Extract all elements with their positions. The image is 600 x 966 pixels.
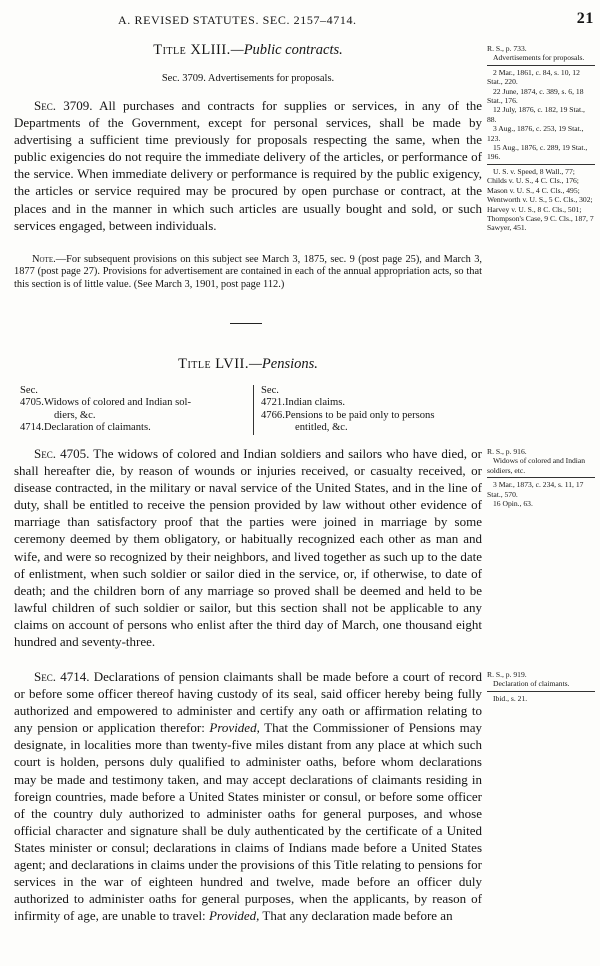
sidenote-line: 12 July, 1876, c. 182, 19 Stat., 88. bbox=[487, 105, 585, 124]
section-3709 bbox=[14, 97, 482, 234]
title-xliii-heading bbox=[14, 42, 482, 59]
sidenote-line: Declaration of claimants. bbox=[493, 679, 570, 689]
contents-entry bbox=[261, 397, 486, 409]
section-4714-text: That the Commissioner of Pensions may designate, in localities more than twenty-five miles distant from any place at which such court is holden, persons duly qualified to administer oaths, before whom declarations may be made and testimony taken, and may accept declarations of claimants residing in foreign countries, made before a United States minister or consul, or before some officer of the country duly authorized to administer oaths for general purposes, and whose official character and signature shall be duly authenticated by the certificate of a United States minister or consul; declarations in claims of Indians made before a United States agent; and declarations in claims under the provisions of this Title relating to pensions for services in the war of eighteen hundred and twelve, made before an officer duly authorized to administer oaths for general purposes, when the applicants, by reason of infirmity of age, are unable to travel: bbox=[14, 720, 482, 924]
section-3709-text: All purchases and contracts for supplies or services, in any of the Departments of the Government, except for personal services, shall be made by advertising a sufficient time previously for proposals respecting the same, when the public exigencies do not require the immediate delivery of the articles, or performance of the service. When immediate delivery or performance is required by the public exigency, the articles or service required may be procured by open purchase or contract, at the places and in the manner in which such articles are usually bought and sold, or such services engaged, between individuals. bbox=[14, 98, 482, 233]
sidenote-line: 2 Mar., 1861, c. 84, s. 10, 12 Stat., 220. bbox=[487, 67, 580, 87]
sidenote-line: R. S., p. 919. bbox=[487, 670, 527, 679]
sidenote-line: 22 June, 1874, c. 389, s. 6, 18 Stat., 176. bbox=[487, 86, 584, 106]
contents-sec-heading: Sec. bbox=[20, 385, 38, 396]
section-4705-label: Sec. 4705. bbox=[34, 446, 90, 461]
section-4714 bbox=[14, 668, 482, 924]
sidenote-line: U. S. v. Speed, 8 Wall., 77; Childs v. U. S., 4 C. Cls., 176; Mason v. U. S., 4 C. Cls., 495; Wentworth v. U. S., 5 C. Cls., 302; Harvey v. U. S., 8 C. Cls., 501; Thompson's Case, 9 C. Cls., 187, 7 Sawyer, 451. bbox=[487, 166, 594, 233]
note-label: Note. bbox=[32, 254, 56, 265]
title-xliii-section-list: Sec. 3709. Advertisements for proposals. bbox=[161, 73, 335, 84]
section-4714-label: Sec. 4714. bbox=[34, 669, 90, 684]
note-text: —For subsequent provisions on this subject see March 3, 1875, sec. 9 (post page 25), and March 3, 1877 (post page 27). Provisions for advertisement are contained in each of the annual appropriation acts, so that this section is of little value. (See March 3, 1901, post page 112.) bbox=[14, 254, 482, 290]
sidenote-line: Ibid., s. 21. bbox=[493, 693, 528, 703]
provided-clause: Provided, bbox=[209, 720, 260, 736]
sidenote-line: 15 Aug., 1876, c. 289, 19 Stat., 196. bbox=[487, 143, 588, 162]
note-3709 bbox=[14, 254, 482, 291]
provided-clause: Provided, bbox=[208, 908, 260, 924]
section-3709-label: Sec. 3709. bbox=[34, 98, 93, 113]
title-lvii-heading bbox=[14, 356, 482, 373]
title-xliii-label: Title XLIII. bbox=[153, 42, 231, 58]
sidenotes-4705 bbox=[487, 447, 595, 508]
contents-entry-continuation: diers, &c. bbox=[54, 409, 96, 421]
contents-entry bbox=[261, 410, 486, 422]
contents-column-divider bbox=[253, 385, 254, 435]
contents-entry-number: 4705. bbox=[20, 397, 44, 409]
sidenote-line: 3 Aug., 1876, c. 253, 19 Stat., 123. bbox=[487, 124, 584, 143]
contents-entry-text: Declaration of claimants. bbox=[44, 422, 151, 434]
contents-entry-number: 4721. bbox=[261, 397, 285, 409]
sidenote-line: Advertisements for proposals. bbox=[493, 53, 585, 63]
title-divider bbox=[230, 323, 262, 324]
contents-entry-text: Pensions to be paid only to persons bbox=[285, 409, 435, 421]
sidenote-line: 3 Mar., 1873, c. 234, s. 11, 17 Stat., 570. bbox=[487, 480, 584, 499]
sidenotes-3709 bbox=[487, 44, 595, 233]
contents-entry-number: 4714. bbox=[20, 422, 44, 434]
page-number: 21 bbox=[576, 10, 594, 27]
section-4705-text: The widows of colored and Indian soldiers and sailors who have died, or shall hereafter die, by reason of wounds or injuries received, or casualty received, or disease contracted, in the military or naval service of the United States, and in the line of duty, shall be entitled to receive the pension provided by law without other evidence of marriage than satisfactory proof that the parties were joined in marriage by some ceremony deemed by them obligatory, or habitually recognized each other as man and wife, and were so recognized by their neighbors, and lived together as such up to the date of enlistment, when such soldier or sailor died in the service, or, if otherwise, to date of death; and the children born of any marriage so proved shall be deemed and held to be lawful children of such soldier or sailor, but this section shall not be applicable to any claims on account of persons who enlist after the third day of March, one thousand eight hundred and seventy-three. bbox=[14, 446, 483, 650]
sidenotes-4714 bbox=[487, 670, 595, 703]
contents-entry-continuation: entitled, &c. bbox=[295, 422, 348, 434]
sidenote-line: R. S., p. 733. bbox=[487, 44, 527, 53]
title-xliii-subtitle: —Public contracts. bbox=[230, 42, 343, 58]
contents-left-column bbox=[20, 385, 250, 435]
contents-entry-number: 4766. bbox=[261, 409, 285, 421]
contents-entry-text: Widows of colored and Indian sol- bbox=[44, 397, 191, 409]
section-4714-text: Declarations of pension claimants shall be made before a court of record or before some officer thereof having custody of its seal, said officer hereby being fully authorized and empowered to administer and certify any oath or affirmation relating to any pension or application therefor: bbox=[14, 669, 482, 736]
title-lvii-subtitle: —Pensions. bbox=[249, 356, 318, 372]
contents-entry bbox=[20, 422, 250, 434]
contents-right-column bbox=[261, 385, 486, 435]
section-4714-text: That any declaration made before an bbox=[259, 908, 453, 924]
contents-entry-text: Indian claims. bbox=[285, 397, 346, 409]
contents-sec-heading: Sec. bbox=[261, 385, 279, 396]
contents-entry bbox=[20, 397, 250, 409]
title-lvii-label: Title LVII. bbox=[178, 356, 250, 372]
sidenote-line: 16 Opin., 63. bbox=[493, 499, 533, 509]
sidenote-line: Widows of colored and Indian soldiers, etc. bbox=[487, 456, 586, 475]
running-head-text: A. REVISED STATUTES. SEC. 2157–4714. bbox=[118, 13, 357, 27]
sidenote-line: R. S., p. 916. bbox=[487, 447, 527, 456]
section-4705 bbox=[14, 445, 482, 650]
